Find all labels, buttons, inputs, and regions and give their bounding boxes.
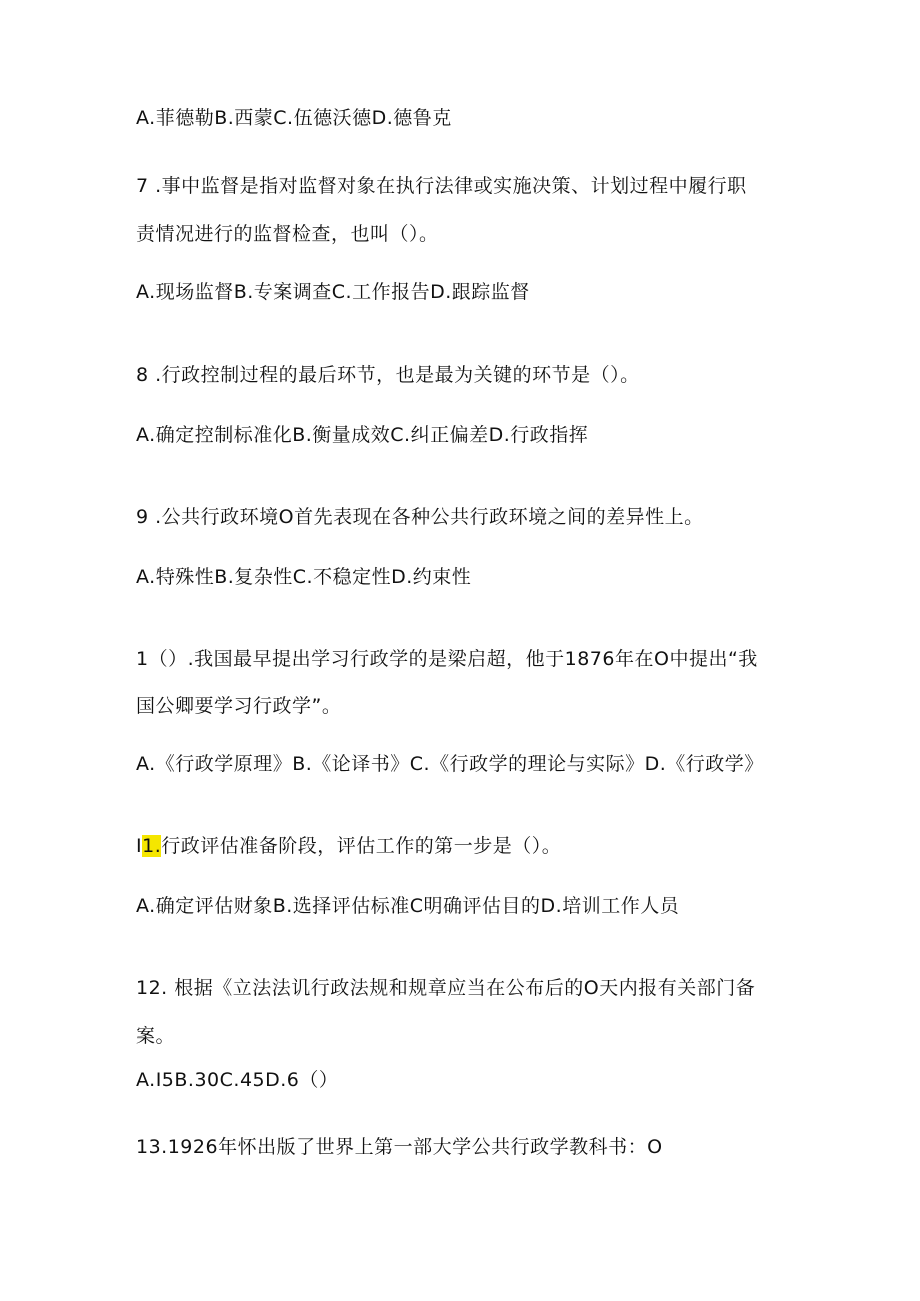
q7-text-line2: 责情况进行的监督检查，也叫（）。 bbox=[136, 223, 439, 245]
q7-text-line1: 7 .事中监督是指对监督对象在执行法律或实施决策、计划过程中履行职 bbox=[136, 175, 747, 197]
q6-options: A.菲德勒B.西蒙C.伍德沃德D.德鲁克 bbox=[136, 107, 452, 129]
q8-options: A.确定控制标准化B.衡量成效C.纠正偏差D.行政指挥 bbox=[136, 424, 589, 446]
q9-text: 9 .公共行政环境O首先表现在各种公共行政环境之间的差异性上。 bbox=[136, 506, 704, 528]
q13-text: 13.1926年怀出版了世界上第一部大学公共行政学教科书：O bbox=[136, 1136, 663, 1158]
q12-text-line2: 案。 bbox=[136, 1025, 176, 1047]
q10-options: A.《行政学原理》B.《论译书》C.《行政学的理论与实际》D.《行政学》 bbox=[136, 753, 764, 775]
q12-text-line1: 12. 根据《立法法讥行政法规和规章应当在公布后的O天内报有关部门备 bbox=[136, 977, 756, 999]
q12-options: A.I5B.30C.45D.6（） bbox=[136, 1069, 339, 1091]
q11-text bbox=[136, 834, 561, 858]
q9-options: A.特殊性B.复杂性C.不稳定性D.约束性 bbox=[136, 566, 472, 588]
q7-options: A.现场监督B.专案调查C.工作报告D.跟踪监督 bbox=[136, 281, 530, 303]
q8-text: 8 .行政控制过程的最后环节，也是最为关键的环节是（）。 bbox=[136, 364, 640, 386]
q11-number-prefix: I bbox=[136, 835, 143, 857]
q10-text-line2: 国公卿要学习行政学”。 bbox=[136, 695, 342, 717]
q11-number-highlight: 1. bbox=[142, 835, 162, 857]
q10-text-line1: 1（）.我国最早提出学习行政学的是梁启超，他于1876年在O中提出“我 bbox=[136, 648, 758, 670]
q11-options: A.确定评估财象B.选择评估标准C明确评估目的D.培训工作人员 bbox=[136, 895, 680, 917]
q11-question: 行政评估准备阶段，评估工作的第一步是（）。 bbox=[161, 835, 562, 857]
